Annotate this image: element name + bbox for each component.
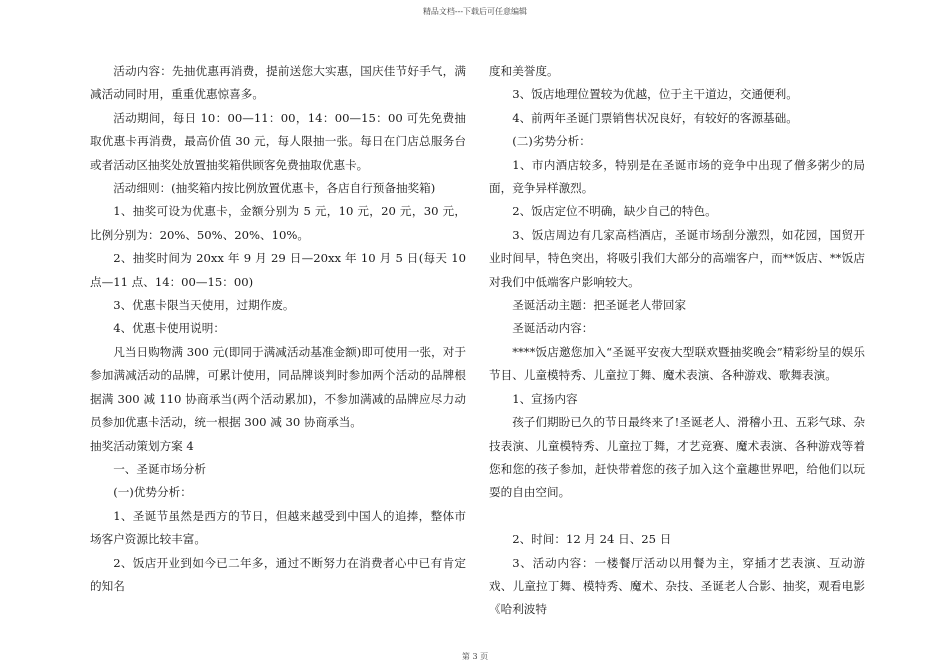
paragraph: ****饭店邀您加入“圣诞平安夜大型联欢暨抽奖晚会”精彩纷呈的娱乐节目、儿童模特秀、儿童拉丁舞、魔术表演、各种游戏、歌舞表演。 — [489, 344, 865, 383]
page-number: 第 3 页 — [461, 652, 489, 661]
paragraph: (二)劣势分析： — [512, 134, 591, 149]
paragraph: 3、优惠卡限当天使用，过期作废。 — [113, 298, 295, 313]
paragraph: 1、市内酒店较多，特别是在圣诞市场的竞争中出现了僧多粥少的局面，竞争异样激烈。 — [489, 157, 865, 196]
left-text-column — [90, 60, 466, 598]
paragraph: 4、优惠卡使用说明： — [113, 321, 225, 336]
paragraph: 圣诞活动主题：把圣诞老人带回家 — [512, 298, 687, 313]
paragraph: 2、抽奖时间为 20xx 年 9 月 29 日—20xx 年 10 月 5 日(每天 10 点—11 点、14：00—15：00) — [90, 251, 466, 289]
paragraph: 3、饭店周边有几家高档酒店，圣诞市场刮分激烈，如花园，国贸开业时间早，特色突出，将吸引我们大部分的高端客户，而**饭店、**饭店对我们中低端客户影响较大。 — [489, 227, 865, 289]
paragraph: 活动内容：先抽优惠再消费，提前送您大实惠，国庆佳节好手气，满减活动同时用，重重优惠惊喜多。 — [90, 64, 466, 102]
paragraph: 3、活动内容：一楼餐厅活动以用餐为主，穿插才艺表演、互动游戏、儿童拉丁舞、模特秀、魔术、杂技、圣诞老人合影、抽奖，观看电影《哈利波特 — [489, 555, 865, 617]
paragraph: 圣诞活动内容： — [512, 321, 594, 336]
paragraph: 2、饭店开业到如今已二年多，通过不断努力在消费者心中已有肯定的知名 — [90, 555, 466, 593]
paragraph: 4、前两年圣诞门票销售状况良好，有较好的客源基础。 — [512, 110, 798, 125]
page-header: 精品文档---下载后可任意编辑 — [422, 7, 528, 16]
paragraph: 活动细则：(抽奖箱内按比例放置优惠卡，各店自行预备抽奖箱) — [113, 181, 436, 196]
paragraph: 孩子们期盼已久的节日最终来了!圣诞老人、滑稽小丑、五彩气球、杂技表演、儿童模特秀、儿童拉丁舞，才艺竞赛、魔术表演、各种游戏等着您和您的孩子参加，赶快带着您的孩子加入这个童趣世界吧，给他们以玩耍的自由空间。 — [489, 415, 865, 500]
paragraph: 活动期间，每日 10：00—11：00，14：00—15：00 可先免费抽取优惠卡再消费，最高价值 30 元，每人限抽一张。每日在门店总服务台或者活动区抽奖处放置抽奖箱供顾客免费抽取优惠卡。 — [90, 110, 466, 172]
paragraph: 凡当日购物满 300 元(即同于满减活动基准金额)即可使用一张，对于参加满减活动的品牌，可累计使用，同品牌谈判时参加两个活动的品牌根据满 300 减 110 协商承当(两个活动累加)，不参加满减的品牌应尽力动员参加优惠卡活动，统一根据 300 减 30 协商承当。 — [90, 344, 466, 430]
paragraph: 2、饭店定位不明确，缺少自己的特色。 — [512, 204, 717, 219]
paragraph: 1、宣扬内容 — [512, 391, 578, 406]
paragraph: 2、时间：12 月 24 日、25 日 — [512, 532, 672, 547]
paragraph: 一、圣诞市场分析 — [113, 461, 206, 476]
paragraph: 度和美誉度。 — [489, 64, 559, 78]
paragraph: 1、抽奖可设为优惠卡，金额分别为 5 元，10 元，20 元，30 元，比例分别为：20%、50%、20%、10%。 — [90, 204, 466, 242]
paragraph: 3、饭店地理位置较为优越，位于主干道边，交通便利。 — [512, 87, 798, 102]
paragraph: (一)优势分析： — [113, 485, 192, 500]
paragraph: 1、圣诞节虽然是西方的节日，但越来越受到中国人的追捧，整体市场客户资源比较丰富。 — [90, 508, 466, 547]
paragraph — [489, 505, 865, 528]
paragraph: 抽奖活动策划方案 4 — [90, 438, 194, 453]
right-text-column — [489, 60, 865, 622]
